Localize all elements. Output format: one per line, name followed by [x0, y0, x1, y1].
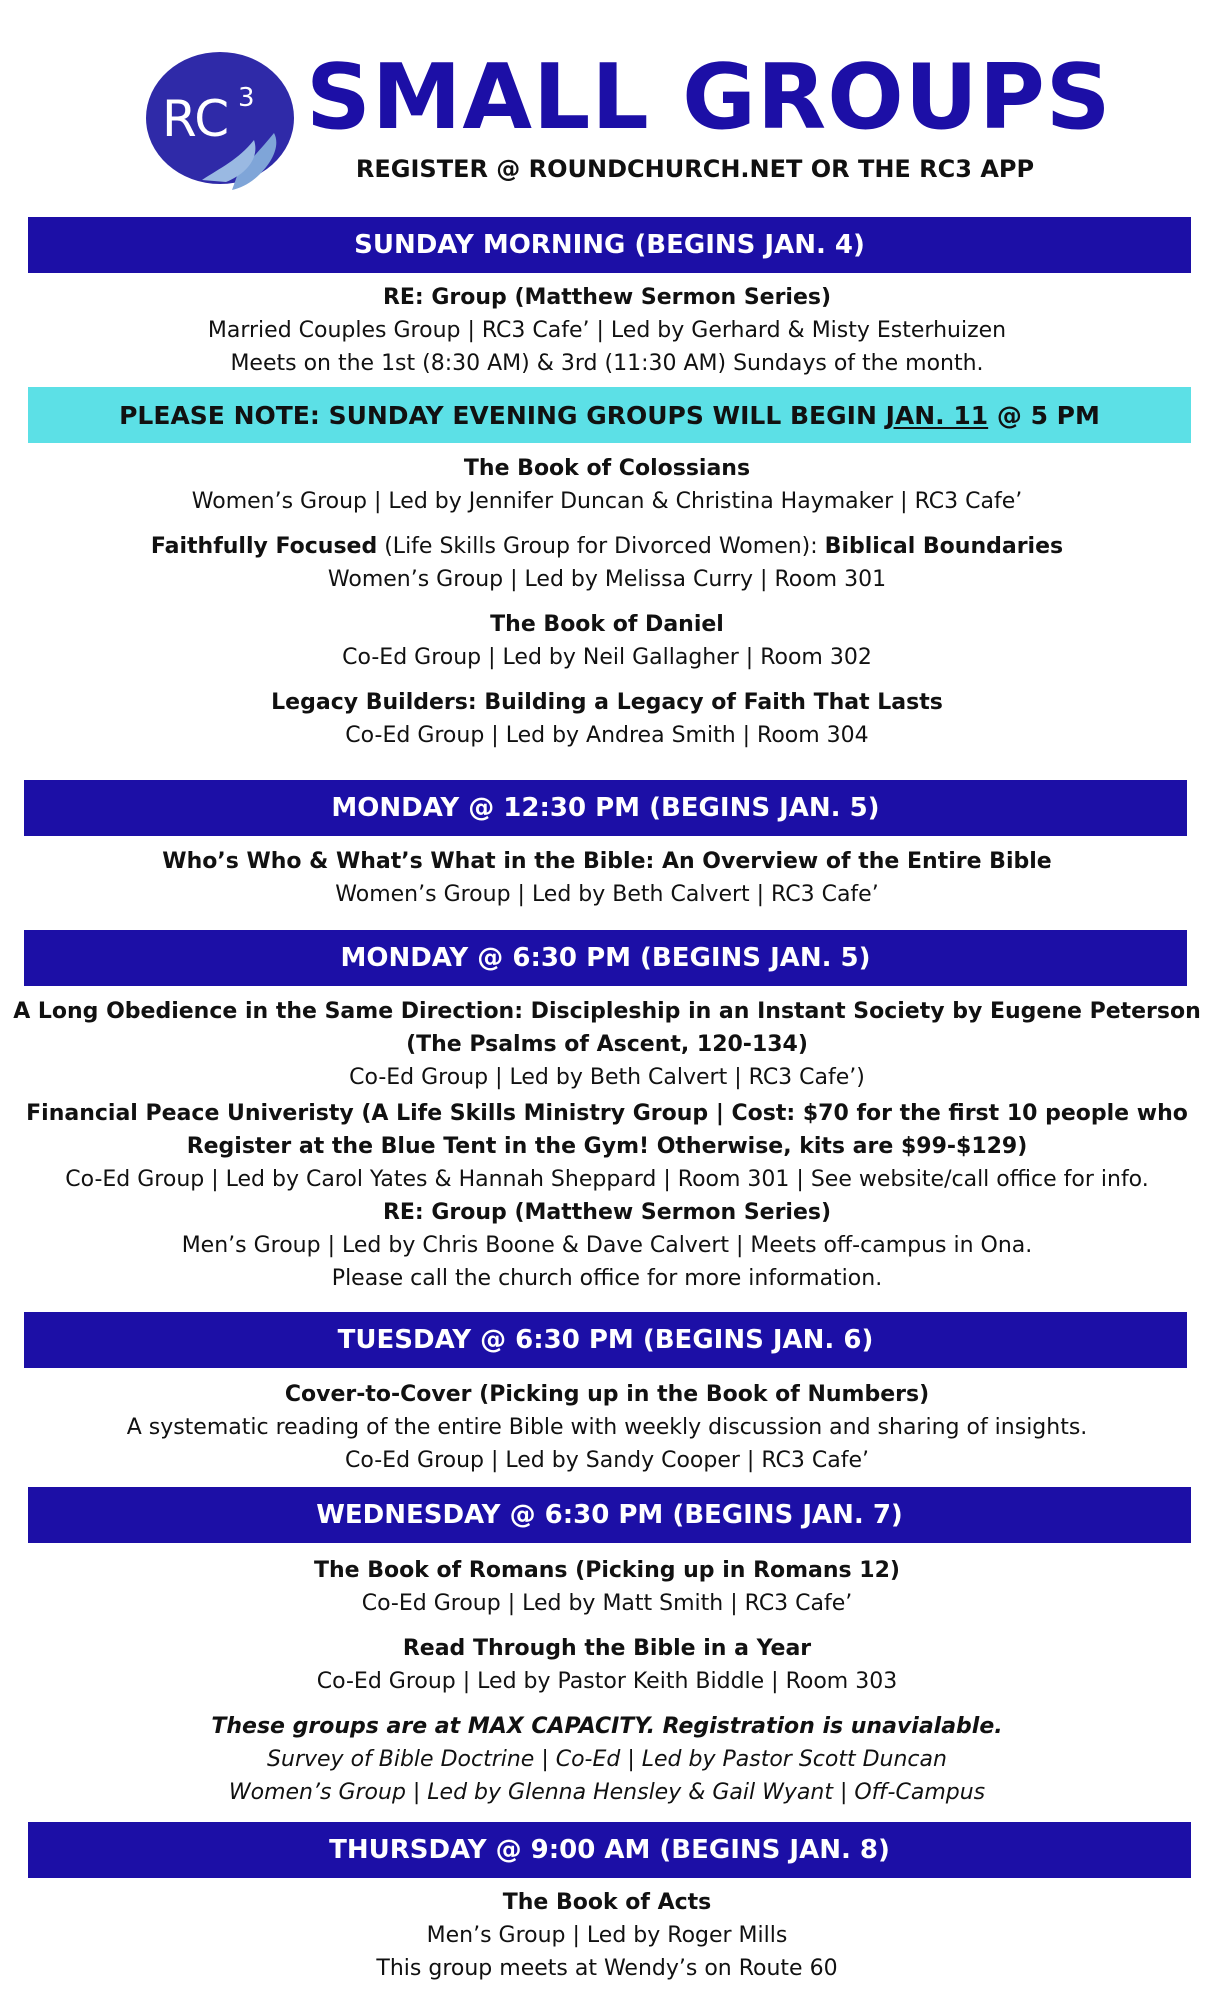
section-header-thursday: THURSDAY @ 9:00 AM (BEGINS JAN. 8) — [28, 1822, 1191, 1878]
page-title: SMALL GROUPS — [306, 45, 1112, 150]
group-title: Financial Peace Univeristy (A Life Skills Ministry Group | Cost: $70 for the first 10 people who — [26, 1101, 1188, 1126]
group-title: The Book of Romans (Picking up in Romans 12) — [314, 1558, 900, 1583]
note-date: JAN. 11 — [885, 400, 989, 430]
page-header — [0, 0, 1214, 210]
wednesday-groups — [0, 1554, 1214, 1809]
section-header-wednesday: WEDNESDAY @ 6:30 PM (BEGINS JAN. 7) — [28, 1487, 1191, 1543]
sunday-evening-groups — [0, 452, 1214, 752]
group-details: Please call the church office for more information. — [331, 1266, 883, 1291]
section-header-sunday-morning: SUNDAY MORNING (BEGINS JAN. 4) — [28, 217, 1191, 273]
group-title: Cover-to-Cover (Picking up in the Book of Numbers) — [284, 1382, 930, 1407]
logo-text: RC — [162, 90, 230, 148]
sunday-evening-note — [28, 387, 1191, 443]
group-title-part: Faithfully Focused — [150, 534, 378, 559]
group-details: Meets on the 1st (8:30 AM) & 3rd (11:30 AM) Sundays of the month. — [230, 351, 984, 376]
capacity-notice: These groups are at MAX CAPACITY. Registration is unavialable. — [211, 1714, 1003, 1739]
logo-superscript: 3 — [238, 83, 255, 113]
group-details: Men’s Group | Led by Roger Mills — [426, 1923, 788, 1948]
group-details: Women’s Group | Led by Beth Calvert | RC3 Cafe’ — [335, 882, 879, 907]
group-title: RE: Group (Matthew Sermon Series) — [382, 1200, 832, 1225]
group-title-part: (Life Skills Group for Divorced Women): — [377, 534, 825, 559]
group-title: Register at the Blue Tent in the Gym! Otherwise, kits are $99-$129) — [186, 1134, 1028, 1159]
group-title: The Book of Acts — [502, 1890, 712, 1915]
group-title — [0, 530, 1214, 563]
rc3-logo — [142, 48, 302, 198]
group-details: Co-Ed Group | Led by Pastor Keith Biddle | Room 303 — [316, 1669, 898, 1694]
section-header-monday-evening: MONDAY @ 6:30 PM (BEGINS JAN. 5) — [24, 930, 1187, 986]
note-time: @ 5 PM — [988, 400, 1100, 430]
group-details: Co-Ed Group | Led by Carol Yates & Hannah Sheppard | Room 301 | See website/call office for info. — [65, 1167, 1149, 1192]
section-header-tuesday: TUESDAY @ 6:30 PM (BEGINS JAN. 6) — [24, 1312, 1187, 1368]
group-title: Read Through the Bible in a Year — [402, 1636, 812, 1661]
monday-noon-groups — [0, 845, 1214, 911]
group-details: Co-Ed Group | Led by Matt Smith | RC3 Cafe’ — [361, 1591, 853, 1616]
group-details: Women’s Group | Led by Melissa Curry | Room 301 — [327, 567, 887, 592]
group-details: Co-Ed Group | Led by Sandy Cooper | RC3 Cafe’ — [345, 1448, 869, 1473]
group-title-part: Biblical Boundaries — [824, 534, 1064, 559]
capacity-group: Women’s Group | Led by Glenna Hensley & Gail Wyant | Off-Campus — [228, 1780, 986, 1805]
section-header-monday-noon: MONDAY @ 12:30 PM (BEGINS JAN. 5) — [24, 780, 1187, 836]
group-details: Women’s Group | Led by Jennifer Duncan & Christina Haymaker | RC3 Cafe’ — [191, 489, 1023, 514]
page-subtitle: REGISTER @ ROUNDCHURCH.NET OR THE RC3 APP — [355, 155, 1035, 183]
group-title: The Book of Daniel — [490, 612, 724, 637]
group-details: Co-Ed Group | Led by Andrea Smith | Room 304 — [345, 723, 869, 748]
group-title: RE: Group (Matthew Sermon Series) — [382, 285, 832, 310]
group-title: Who’s Who & What’s What in the Bible: An Overview of the Entire Bible — [162, 849, 1052, 874]
group-details: Co-Ed Group | Led by Beth Calvert | RC3 Cafe’) — [349, 1065, 865, 1090]
tuesday-groups — [0, 1378, 1214, 1477]
thursday-groups — [0, 1886, 1214, 1985]
group-details: Married Couples Group | RC3 Cafe’ | Led by Gerhard & Misty Esterhuizen — [207, 318, 1007, 343]
group-details: Men’s Group | Led by Chris Boone & Dave Calvert | Meets off-campus in Ona. — [181, 1233, 1033, 1258]
group-details: This group meets at Wendy’s on Route 60 — [376, 1956, 838, 1981]
sunday-morning-groups — [0, 281, 1214, 380]
group-title: The Book of Colossians — [463, 456, 751, 481]
group-title: A Long Obedience in the Same Direction: Discipleship in an Instant Society by Eugene Peterson — [13, 999, 1201, 1024]
group-title: Legacy Builders: Building a Legacy of Faith That Lasts — [271, 690, 943, 715]
group-details: Co-Ed Group | Led by Neil Gallagher | Room 302 — [342, 645, 872, 670]
group-details: A systematic reading of the entire Bible with weekly discussion and sharing of insights. — [126, 1415, 1088, 1440]
group-title: (The Psalms of Ascent, 120-134) — [406, 1032, 808, 1057]
monday-evening-groups — [0, 995, 1214, 1295]
note-text: PLEASE NOTE: SUNDAY EVENING GROUPS WILL BEGIN — [119, 400, 886, 430]
capacity-group: Survey of Bible Doctrine | Co-Ed | Led by Pastor Scott Duncan — [267, 1747, 947, 1772]
